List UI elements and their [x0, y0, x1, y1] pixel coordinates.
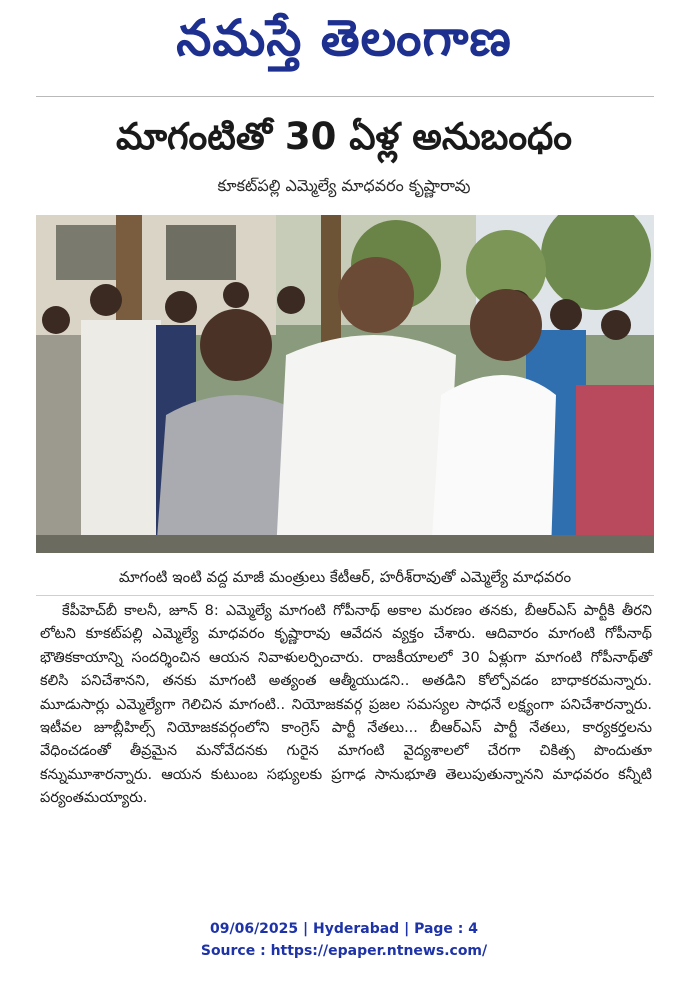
page-footer [0, 918, 688, 962]
footer-source: Source : https://epaper.ntnews.com/ [200, 943, 488, 959]
article-body [40, 600, 652, 811]
article-headline: మాగంటితో 30 ఏళ్ల అనుబంధం [115, 115, 573, 158]
article-byline: కూకట్‌పల్లి ఎమ్మెల్యే మాధవరం కృష్ణారావు [217, 176, 471, 195]
footer-dateline: 09/06/2025 | Hyderabad | Page : 4 [209, 921, 479, 937]
masthead-divider [36, 96, 654, 97]
article-paragraph: కేపీహెచ్‌బీ కాలనీ, జూన్‌ 8: ఎమ్మెల్యే మాగంటి గోపీనాథ్‌ అకాల మరణం తనకు, బీఆర్‌ఎస్‌ పార్టీకి తీరని లోటని కూకట్‌పల్లి ఎమ్మెల్యే మాధవరం కృష్ణారావు ఆవేదన వ్యక్తం చేశారు. ఆదివారం మాగంటి గోపీనాథ్‌ భౌతికకాయాన్ని సందర్శించిన ఆయన నివాళులర్పించారు. రాజకీయాలలో 30 ఏళ్లుగా మాగంటి గోపీనాథ్‌తో కలిసి పనిచేశానని, తనకు మాగంటి అత్యంత ఆత్మీయుడని.. అతడిని కోల్పోవడం బాధాకరమన్నారు. మూడుసార్లు ఎమ్మెల్యేగా గెలిచిన మాగంటి.. నియోజకవర్గ ప్రజల సమస్యల సాధనే లక్ష్యంగా పనిచేశారన్నారు. ఇటీవల జూబ్లీహిల్స్‌ నియోజకవర్గంలోని కాంగ్రెస్‌ పార్టీ నేతలు... బీఆర్‌ఎస్‌ పార్టీ నేతలు, కార్యకర్తలను వేధించడంతో తీవ్రమైన మనోవేదనకు గురైన మాగంటి వైద్యశాలలో చేరగా చికిత్స పొందుతూ కన్నుమూశారన్నారు. ఆయన కుటుంబ సభ్యులకు ప్రగాఢ సానుభూతి తెలుపుతున్నానని మాధవరం కన్నీటి పర్యంతమయ్యారు. [40, 603, 652, 807]
news-photo [36, 215, 654, 553]
photo-caption: మాగంటి ఇంటి వద్ద మాజీ మంత్రులు కేటీఆర్‌, హరీశ్‌రావుతో ఎమ్మెల్యే మాధవరం [118, 568, 572, 586]
caption-divider [36, 595, 654, 596]
masthead-title: నమస్తే తెలంగాణ [176, 9, 512, 67]
